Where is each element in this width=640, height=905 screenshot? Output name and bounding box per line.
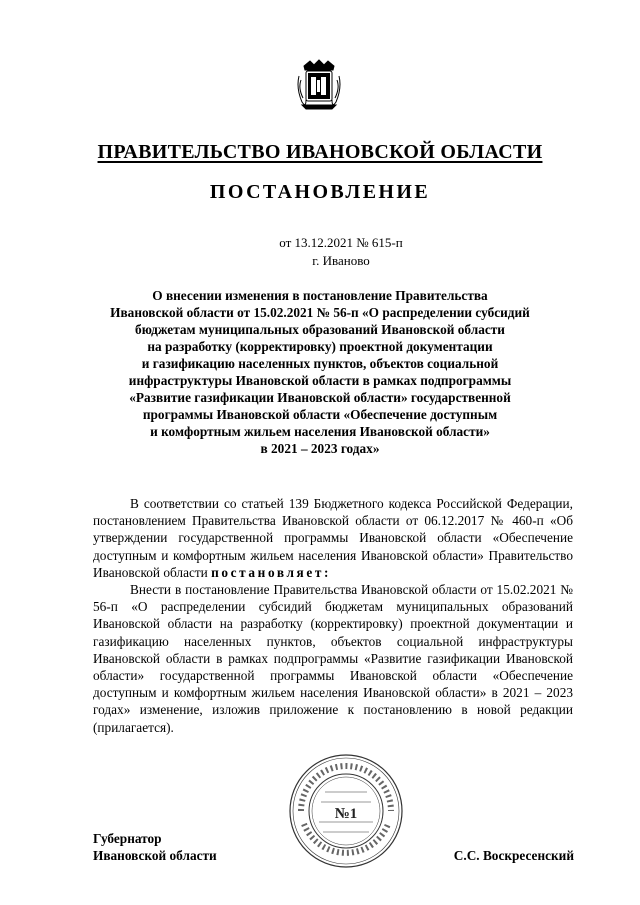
subject-line: Ивановской области от 15.02.2021 № 56-п «О распределении субсидий bbox=[110, 305, 530, 320]
subject-line: и газификацию населенных пунктов, объектов социальной bbox=[141, 356, 499, 371]
seal-number: №1 bbox=[334, 806, 358, 822]
signatory-name: С.С. Воскресенский bbox=[453, 848, 574, 863]
signatory-title bbox=[93, 830, 217, 864]
body-paragraph-preamble bbox=[93, 495, 573, 581]
subject-line: программы Ивановской области «Обеспечение доступным bbox=[142, 407, 498, 422]
document-type: ПОСТАНОВЛЕНИЕ bbox=[209, 181, 431, 203]
organization-name: ПРАВИТЕЛЬСТВО ИВАНОВСКОЙ ОБЛАСТИ bbox=[97, 141, 543, 163]
organization-title bbox=[0, 141, 640, 164]
coat-of-arms-emblem bbox=[296, 58, 342, 112]
subject-line: на разработку (корректировку) проектной документации bbox=[147, 339, 493, 354]
signatory-title-line1: Губернатор bbox=[93, 831, 162, 846]
subject-line: инфраструктуры Ивановской области в рамках подпрограммы bbox=[128, 373, 512, 388]
subject-line: в 2021 – 2023 годах» bbox=[260, 441, 380, 456]
subject-line: «Развитие газификации Ивановской области» государственной bbox=[129, 390, 511, 405]
document-city: г. Иваново bbox=[312, 253, 370, 268]
subject-line: бюджетам муниципальных образований Ивановской области bbox=[135, 322, 505, 337]
document-subject bbox=[70, 287, 570, 457]
subject-line: и комфортным жильем населения Ивановской области» bbox=[150, 424, 490, 439]
document-body bbox=[93, 495, 573, 736]
signatory-title-line2: Ивановской области bbox=[93, 848, 217, 863]
document-date-number: от 13.12.2021 № 615-п bbox=[279, 235, 403, 250]
subject-line: О внесении изменения в постановление Правительства bbox=[152, 288, 488, 303]
body-paragraph-resolution: Внести в постановление Правительства Ивановской области от 15.02.2021 № 56-п «О распределении субсидий бюджетам муниципальных образований Ивановской области на разработку (корректировку) проектной документации и газификацию населенных пунктов, объектов социальной инфраструктуры Ивановской области в рамках подпрограммы «Развитие газификации Ивановской области» государственной программы Ивановской области «Обеспечение доступным и комфортным жильем населения Ивановской области» в 2021 – 2023 годах» изменение, изложив приложение к постановлению в новой редакции (прилагается). bbox=[93, 582, 573, 735]
official-seal-stamp bbox=[287, 752, 405, 870]
resolution-keyword: постановляет: bbox=[211, 564, 331, 580]
preamble-text: В соответствии со статьей 139 Бюджетного кодекса Российской Федерации, постановлением Правительства Ивановской области от 06.12.2017 № 460-п «Об утверждении государственной программы Ивановской области «Обеспечение доступным и комфортным жильем населения Ивановской области» Правительство Ивановской области bbox=[93, 496, 573, 580]
